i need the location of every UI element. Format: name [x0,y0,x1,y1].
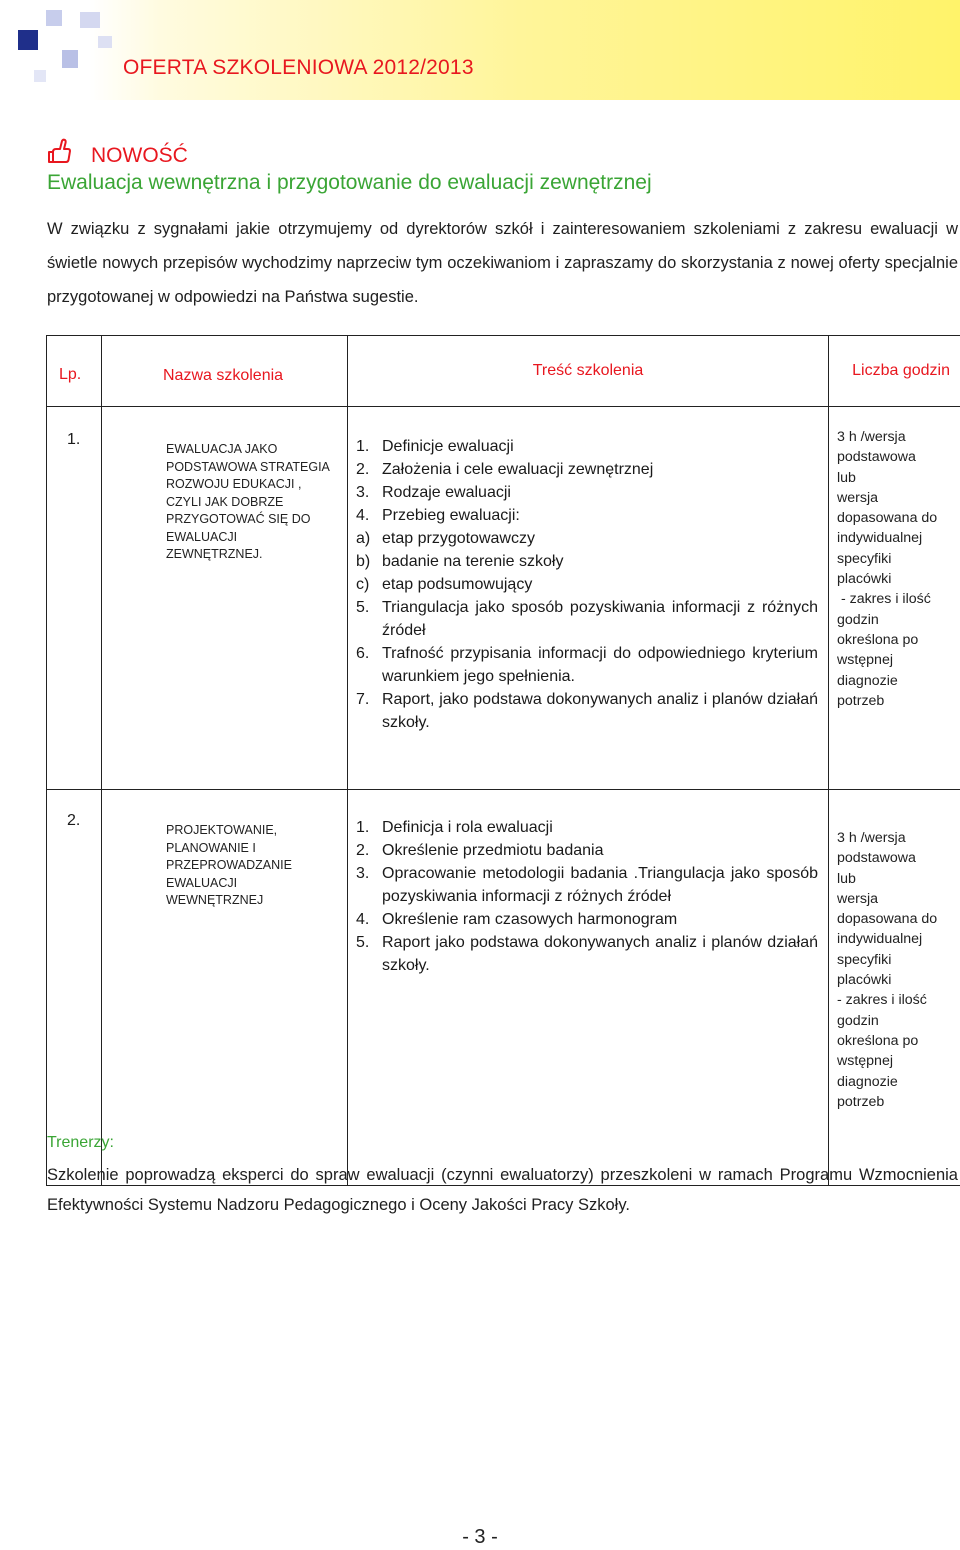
list-item: 5. Triangulacja jako sposób pozyskiwania informacji z różnych źródeł [356,599,818,639]
training-content [348,407,829,790]
decor-square [34,70,46,82]
column-header-hours: Liczba godzin [829,336,960,407]
list-item: 4. Określenie ram czasowych harmonogram [356,911,678,928]
decor-square [80,12,100,28]
new-offer-label: NOWOŚĆ [91,144,188,167]
page-number: - 3 - [462,1526,498,1548]
decor-square [98,36,112,48]
table-row [47,407,960,790]
row-number: 2. [47,790,102,1186]
list-item: a) etap przygotowawczy [356,530,535,547]
table-row [47,790,960,1186]
list-item: 6. Trafność przypisania informacji do odpowiedniego kryterium warunkiem jego spełnienia. [356,645,818,685]
table-header-row [47,336,960,407]
list-item: 2. Określenie przedmiotu badania [356,842,604,859]
topic-list [356,435,818,734]
page-title: Ewaluacja wewnętrzna i przygotowanie do ewaluacji zewnętrznej [47,171,652,194]
row-number: 1. [47,407,102,790]
training-hours: 3 h /wersja podstawowa lub wersja dopasowana do indywidualnej specyfiki placówki - zakres i ilość godzin określona po wstępnej diagnozie potrzeb [829,407,960,790]
list-item: c) etap podsumowujący [356,576,533,593]
training-hours: 3 h /wersja podstawowa lub wersja dopasowana do indywidualnej specyfiki placówki - zakres i ilość godzin określona po wstępnej diagnozie potrzeb [829,790,960,1186]
training-name: EWALUACJA JAKO PODSTAWOWA STRATEGIA ROZWOJU EDUKACJI , CZYLI JAK DOBRZE PRZYGOTOWAĆ SIĘ DO EWALUACJI ZEWNĘTRZNEJ. [102,407,348,790]
list-item: 3. Rodzaje ewaluacji [356,484,511,501]
training-name: PROJEKTOWANIE, PLANOWANIE I PRZEPROWADZANIE EWALUACJI WEWNĘTRZNEJ [102,790,348,1186]
training-table [46,335,960,1186]
intro-paragraph: W związku z sygnałami jakie otrzymujemy od dyrektorów szkół i zainteresowaniem szkoleniami z zakresu ewaluacji w świetle nowych przepisów wychodzimy naprzeciw tym oczekiwaniom i zapraszamy do skorzystania z nowej oferty specjalnie przygotowanej w odpowiedzi na Państwa sugestie. [47,220,958,306]
list-item: 1. Definicja i rola ewaluacji [356,819,553,836]
training-content [348,790,829,1186]
topic-list [356,816,818,977]
column-header-lp: Lp. [47,336,102,407]
header-band [0,0,960,100]
column-header-name: Nazwa szkolenia [102,336,348,407]
list-item: 2. Założenia i cele ewaluacji zewnętrznej [356,461,654,478]
list-item: 7. Raport, jako podstawa dokonywanych analiz i planów działań szkoły. [356,691,818,731]
trainers-heading: Trenerzy: [47,1134,114,1151]
column-header-content: Treść szkolenia [348,336,829,407]
decor-square-navy [18,30,38,50]
list-item: 1. Definicje ewaluacji [356,438,514,455]
decor-square [62,50,78,68]
list-item: 3. Opracowanie metodologii badania .Triangulacja jako sposób pozyskiwania informacji z różnych źródeł [356,865,818,905]
list-item: b) badanie na terenie szkoły [356,553,564,570]
pointing-hand-icon [47,138,73,164]
trainers-paragraph: Szkolenie poprowadzą eksperci do spraw ewaluacji (czynni ewaluatorzy) przeszkoleni w ramach Programu Wzmocnienia Efektywności Systemu Nadzoru Pedagogicznego i Oceny Jakości Pracy Szkoły. [47,1166,958,1214]
list-item: 4. Przebieg ewaluacji: [356,507,520,524]
decor-square [46,10,62,26]
list-item: 5. Raport jako podstawa dokonywanych analiz i planów działań szkoły. [356,934,818,974]
header-title: OFERTA SZKOLENIOWA 2012/2013 [123,56,474,79]
